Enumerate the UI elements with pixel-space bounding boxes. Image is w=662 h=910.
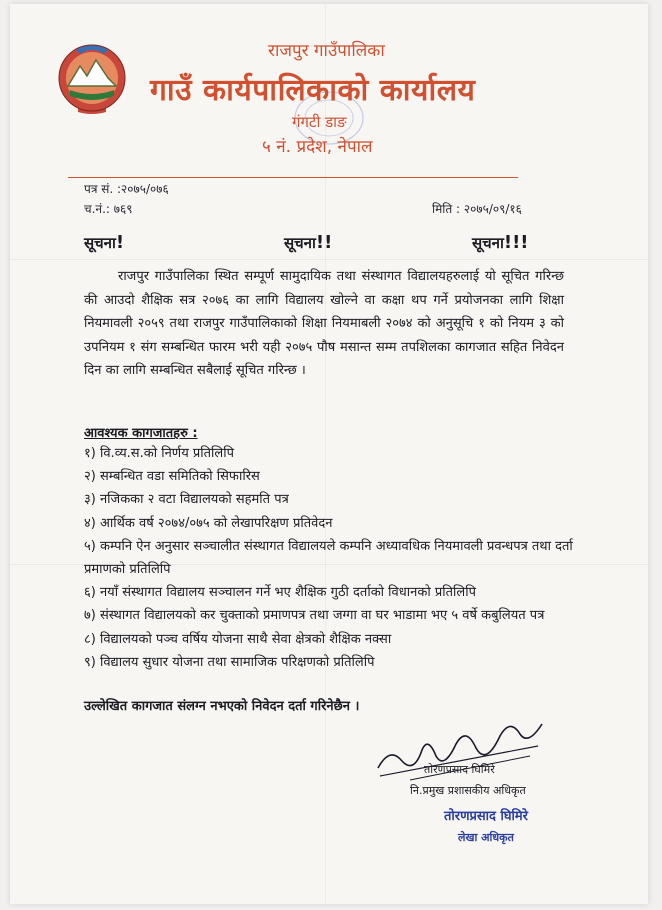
letterhead-location: गंगटी डाङ [292,113,347,131]
letterhead-divider [68,177,518,178]
list-item: ९) विद्यालय सुधार योजना तथा सामाजिक परिक्षणको प्रतिलिपि [84,654,375,670]
letter-date: मिति : २०७५/०९/१६ [432,202,522,216]
notice-heading: सूचना!!! [472,232,529,253]
official-stamp [444,806,528,845]
list-item: ६) नयाँ संस्थागत विद्यालय सञ्चालन गर्ने भए शैक्षिक गुठी दर्ताको विधानको प्रतिलिपि [84,585,476,601]
list-item: ५) कम्पनि ऐन अनुसार सञ्चालीत संस्थागत विद्यालयले कम्पनि अध्यावधिक नियमावली प्रवन्धपत्र तथा दर्ता प्रमाणको प्रतिलिपि [84,538,573,578]
list-item: ७) संस्थागत विद्यालयको कर चुक्ताको प्रमाणपत्र तथा जग्गा वा घर भाडामा भए ५ वर्षे कबुलियत पत्र [84,608,545,624]
notice-heading: सूचना! [84,232,125,253]
list-item: ३) नजिकका २ वटा विद्यालयको सहमति पत्र [84,492,289,508]
notice-heading: सूचना!! [284,232,333,253]
list-item: ८) विद्यालयको पञ्च वर्षिय योजना साथै सेवा क्षेत्रको शैक्षिक नक्सा [84,631,392,647]
closing-statement: उल्लेखित कागजात संलग्न नभएको निवेदन दर्ता गरिनेछैन । [84,699,360,714]
list-item: २) सम्बन्धित वडा समितिको सिफारिस [84,469,260,485]
letter-number: पत्र सं. :२०७५/०७६ [84,182,169,196]
letterhead-office: गाउँ कार्यपालिकाको कार्यालय [150,73,476,108]
notice-body: राजपुर गाउँपालिका स्थित सम्पूर्ण सामुदायिक तथा संस्थागत विद्यालयहरुलाई यो सूचित गरिन्छ की आउदो शैक्षिक सत्र २०७६ का लागि विद्यालय खोल्ने वा कक्षा थप गर्ने प्रयोजनका लागि शिक्षा नियमावली २०५९ तथा राजपुर गाउँपालिकाको शिक्षा नियमाबली २०७४ को अनुसूचि १ को नियम ३ को उपनियम १ संग सम्बन्धित फारम भरी यही २०७५ पौष मसान्त सम्म तपशिलका कागजात सहित निवेदन दिन का लागि सम्बन्धित सबैलाई सूचित गरिन्छ । [84,269,564,378]
list-item: १) वि.व्य.स.को निर्णय प्रतिलिपि [84,446,234,461]
signatory-name: तोरणप्रसाद घिमिरे [424,763,495,776]
stamp-name: तोरणप्रसाद घिमिरे [444,809,528,824]
dispatch-number: च.नं.: ७६९ [84,202,133,216]
stamp-title: लेखा अधिकृत [458,831,514,844]
requirements-list [84,442,574,674]
signatory-title: नि.प्रमुख प्रशासकीय अधिकृत [410,784,526,797]
paper-crease [10,259,648,260]
requirements-title: आवश्यक कागजातहरु : [84,426,198,441]
nepal-emblem-icon [56,36,128,116]
list-item: ४) आर्थिक वर्ष २०७४/०७५ को लेखापरिक्षण प्रतिवेदन [84,515,333,531]
letterhead-municipality: राजपुर गाउँपालिका [268,41,385,61]
letterhead-province: ५ नं. प्रदेश, नेपाल [262,137,373,157]
